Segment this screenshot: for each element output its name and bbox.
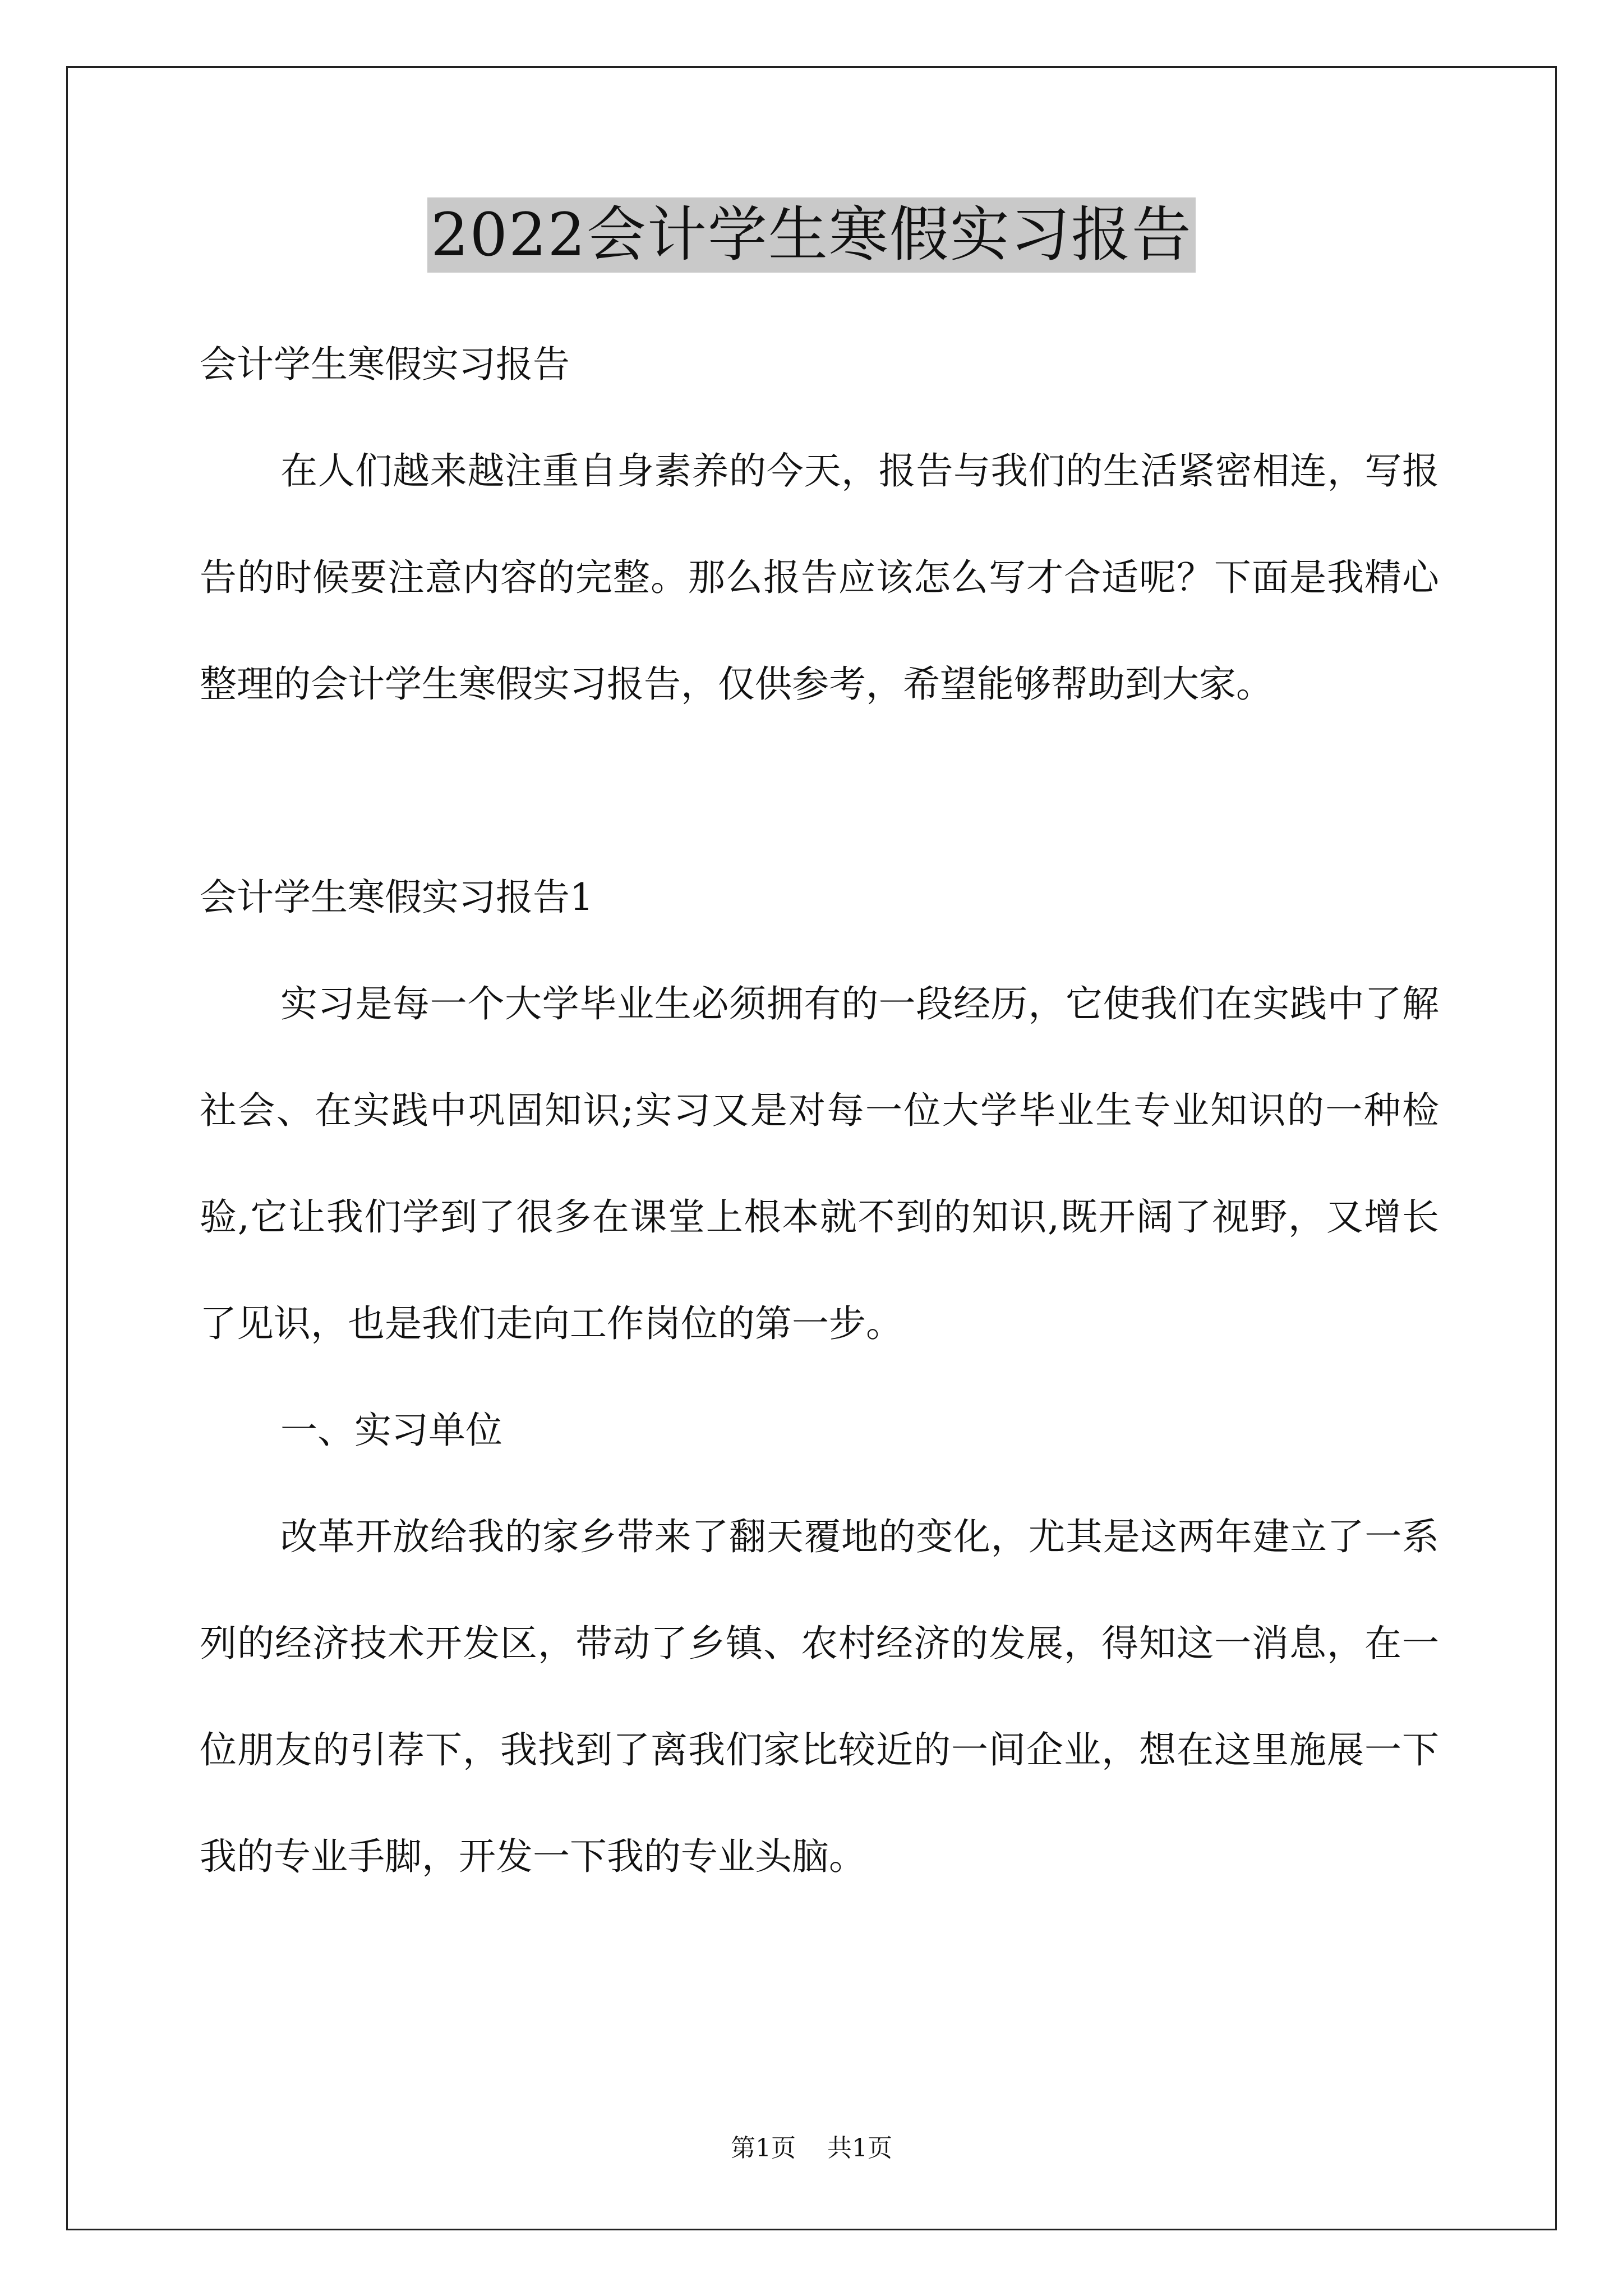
body-paragraph: 改革开放给我的家乡带来了翻天覆地的变化，尤其是这两年建立了一系列的经济技术开发区，带动了乡镇、农村经济的发展，得知这一消息，在一位朋友的引荐下，我找到了离我们家比较近的一间企业，想在这里施展一下我的专业手脚，开发一下我的专业头脑。: [200, 1515, 1439, 1878]
intro-paragraph: 在人们越来越注重自身素养的今天，报告与我们的生活紧密相连，写报告的时候要注意内容的完整。那么报告应该怎么写才合适呢？下面是我精心整理的会计学生寒假实习报告，仅供参考，希望能够帮助到大家。: [200, 449, 1439, 706]
page-footer: [0, 2132, 1623, 2165]
page-number-current: 第1页: [731, 2134, 796, 2162]
document-body: [200, 311, 1439, 1910]
page-number-total: 共1页: [827, 2134, 892, 2162]
report-heading: 会计学生寒假实习报告1: [200, 876, 593, 919]
document-title: 2022会计学生寒假实习报告: [427, 197, 1196, 273]
subsection-heading: 一、实习单位: [280, 1409, 502, 1452]
section-heading: 会计学生寒假实习报告: [200, 343, 570, 386]
title-container: [0, 197, 1623, 273]
paragraph-gap: [200, 738, 1439, 844]
body-paragraph: 实习是每一个大学毕业生必须拥有的一段经历，它使我们在实践中了解社会、在实践中巩固知识;实习又是对每一位大学毕业生专业知识的一种检验,它让我们学到了很多在课堂上根本就不到的知识,既开阔了视野，又增长了见识，也是我们走向工作岗位的第一步。: [200, 982, 1439, 1345]
